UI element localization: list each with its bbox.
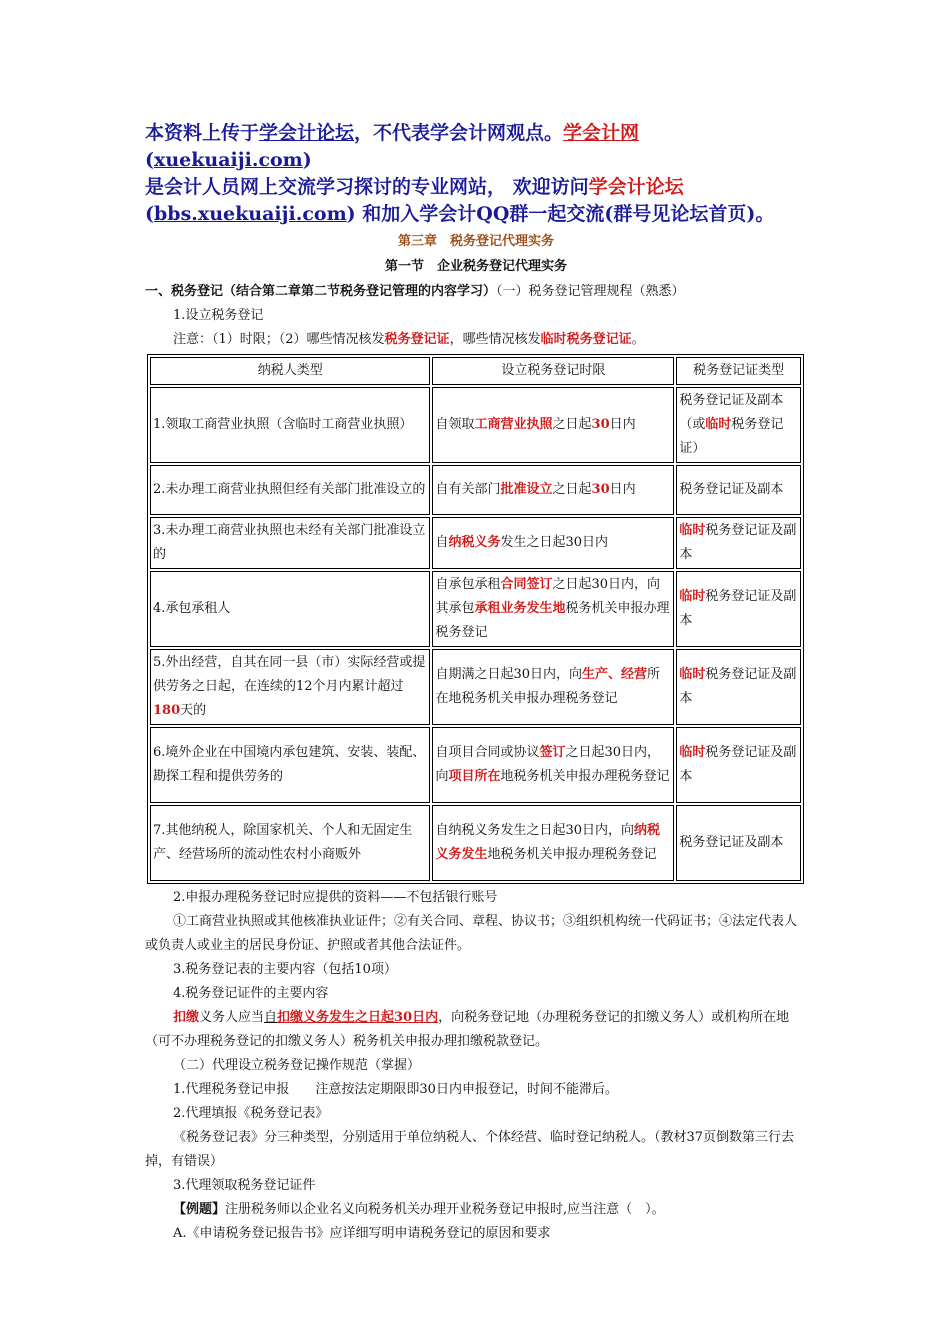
banner-text: ( — [145, 149, 154, 171]
table-row — [150, 465, 801, 515]
op-2-detail: 《税务登记表》分三种类型，分别适用于单位纳税人、个体经营、临时登记纳税人。（教材37页倒数第三行去掉，有错误） — [145, 1130, 795, 1169]
item-2-detail: ①工商营业执照或其他核准执业证件；②有关合同、章程、协议书；③组织机构统一代码证书；④法定代表人或负责人或业主的居民身份证、护照或者其他合法证件。 — [145, 914, 798, 953]
banner-text: ，不代表学会计网观点。 — [354, 122, 564, 144]
cell-limit: 自纳税义务发生之日起30日内 — [432, 517, 674, 569]
banner-text: ( — [145, 203, 154, 225]
table-row — [150, 727, 801, 803]
banner-text: ) — [302, 149, 312, 171]
item-4: 4.税务登记证件的主要内容 — [173, 986, 329, 1001]
section-title: 第一节 企业税务登记代理实务 — [384, 259, 567, 274]
withholding-paragraph: 扣缴义务人应当自扣缴义务发生之日起30日内，向税务登记地（办理税务登记的扣缴义务人）或机构所在地（可不办理税务登记的扣缴义务人）税务机关申报办理扣缴税款登记。 — [145, 1010, 790, 1049]
cell-cert: 临时税务登记证及副本 — [676, 571, 801, 647]
banner-text: ) 和加入学会计QQ群一起交流(群号见论坛首页)。 — [346, 203, 775, 225]
cell-limit: 自纳税义务发生之日起30日内，向纳税义务发生地税务机关申报办理税务登记 — [432, 805, 674, 881]
cell-cert: 临时税务登记证及副本 — [676, 649, 801, 725]
subsection-2: （二）代理设立税务登记操作规范（掌握） — [173, 1058, 421, 1073]
document-page — [145, 120, 807, 1246]
cell-type: 3.未办理工商营业执照也未经有关部门批准设立的 — [150, 517, 430, 569]
table-row — [150, 517, 801, 569]
cell-cert: 税务登记证及副本（或临时税务登记证） — [676, 387, 801, 463]
header-cert-type: 税务登记证类型 — [676, 357, 801, 385]
site-link[interactable]: 学会计网 — [563, 122, 640, 144]
table-row — [150, 649, 801, 725]
table-header-row — [150, 357, 801, 385]
cell-type: 4.承包承租人 — [150, 571, 430, 647]
op-1: 1.代理税务登记申报 注意按法定期限即30日内申报登记，时间不能滞后。 — [173, 1082, 618, 1097]
cell-type: 1.领取工商营业执照（含临时工商营业执照） — [150, 387, 430, 463]
cell-cert: 税务登记证及副本 — [676, 465, 801, 515]
cell-type: 7.其他纳税人，除国家机关、个人和无固定生产、经营场所的流动性农村小商贩外 — [150, 805, 430, 881]
cell-cert: 临时税务登记证及副本 — [676, 727, 801, 803]
cell-cert: 临时税务登记证及副本 — [676, 517, 801, 569]
forum-url-link[interactable]: bbs.xuekuaiji.com — [154, 203, 347, 225]
forum-link[interactable]: 学会计论坛 — [259, 122, 355, 144]
cell-cert: 税务登记证及副本 — [676, 805, 801, 881]
item-3: 3.税务登记表的主要内容（包括10项） — [173, 962, 397, 977]
cell-type: 5.外出经营，自其在同一县（市）实际经营或提供劳务之日起，在连续的12个月内累计超过180天的 — [150, 649, 430, 725]
site-url-link[interactable]: xuekuaiji.com — [154, 149, 303, 171]
cell-type: 2.未办理工商营业执照但经有关部门批准设立的 — [150, 465, 430, 515]
op-2: 2.代理填报《税务登记表》 — [173, 1106, 329, 1121]
op-3: 3.代理领取税务登记证件 — [173, 1178, 316, 1193]
registration-table — [147, 354, 804, 884]
item-1: 1.设立税务登记 — [173, 308, 264, 323]
heading-1: 一、税务登记（结合第二章第二节税务登记管理的内容学习）（一）税务登记管理规程（熟悉） — [145, 284, 685, 299]
cell-limit: 自有关部门批准设立之日起30日内 — [432, 465, 674, 515]
cell-type: 6.境外企业在中国境内承包建筑、安装、装配、勘探工程和提供劳务的 — [150, 727, 430, 803]
forum-name: 学会计论坛 — [588, 176, 684, 198]
source-banner — [145, 120, 807, 228]
cell-limit: 自承包承租合同签订之日起30日内，向其承包承租业务发生地税务机关申报办理税务登记 — [432, 571, 674, 647]
cell-limit: 自项目合同或协议签订之日起30日内，向项目所在地税务机关申报办理税务登记 — [432, 727, 674, 803]
header-taxpayer-type: 纳税人类型 — [150, 357, 430, 385]
table-row — [150, 571, 801, 647]
option-a: A.《申请税务登记报告书》应详细写明申请税务登记的原因和要求 — [173, 1226, 551, 1241]
table-row — [150, 387, 801, 463]
table-row — [150, 805, 801, 881]
cell-limit: 自领取工商营业执照之日起30日内 — [432, 387, 674, 463]
cell-limit: 自期满之日起30日内，向生产、经营所在地税务机关申报办理税务登记 — [432, 649, 674, 725]
header-time-limit: 设立税务登记时限 — [432, 357, 674, 385]
item-2: 2.申报办理税务登记时应提供的资料——不包括银行账号 — [173, 890, 498, 905]
note-line: 注意：（1）时限；（2）哪些情况核发税务登记证，哪些情况核发临时税务登记证。 — [173, 332, 645, 347]
chapter-title: 第三章 税务登记代理实务 — [397, 234, 554, 249]
banner-text: 是会计人员网上交流学习探讨的专业网站， 欢迎访问 — [145, 176, 589, 198]
example-question: 【例题】注册税务师以企业名义向税务机关办理开业税务登记申报时,应当注意（ ）。 — [173, 1202, 665, 1217]
banner-text: 本资料上传于 — [145, 122, 260, 144]
